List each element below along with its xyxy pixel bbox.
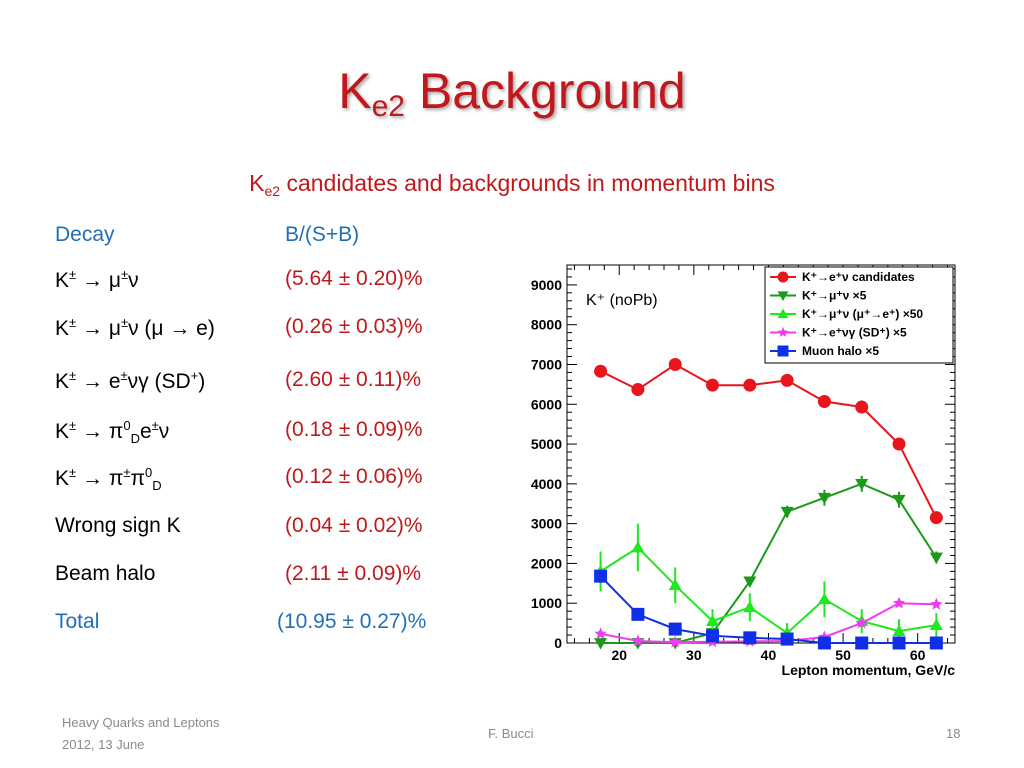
header-branching: B/(S+B) [285,223,360,246]
total-value: (10.95 ± 0.27)% [277,610,427,633]
legend-label: K⁺→e⁺νγ (SD⁺) ×5 [802,325,907,340]
decay-value: (0.04 ± 0.02)% [285,514,423,537]
y-tick-label: 1000 [530,595,562,612]
y-tick-label: 5000 [530,436,562,453]
decay-label-ke3: $K^\pm \to \pi^0_De^\pm\nu$ [55,418,170,447]
chart-annotation: K⁺ (noPb) [586,292,658,309]
legend-label: Muon halo ×5 [802,344,880,358]
decay-label: Wrong sign K [55,514,181,537]
momentum-bins-chart [510,255,960,685]
data-point [930,637,943,650]
data-point [743,379,756,392]
decay-label: Beam halo [55,562,156,585]
data-point [855,637,868,650]
decay-value: (0.12 ± 0.06)% [285,465,423,488]
data-point [930,511,943,524]
data-point [893,438,906,451]
data-point [669,358,682,371]
data-point [631,608,644,621]
data-point [669,623,682,636]
slide-title: $K_{e2}$ Background [338,63,686,123]
data-point [781,374,794,387]
x-tick-label: 30 [686,647,702,663]
data-point [893,637,906,650]
x-tick-label: 20 [611,647,628,663]
decay-value: (2.11 ± 0.09)% [285,562,422,585]
legend-label: K⁺→μ⁺ν ×5 [802,288,867,303]
x-tick-label: 60 [909,647,926,663]
data-point [781,633,794,646]
data-point [855,401,868,414]
decay-value: (5.64 ± 0.20)% [285,267,423,290]
footer-conference: Heavy Quarks and Leptons [62,715,220,730]
data-point [818,395,831,408]
legend-label: K⁺→μ⁺ν (μ⁺→e⁺) ×50 [802,307,924,321]
footer-date: 2012, 13 June [62,737,145,752]
data-point [631,383,644,396]
data-point [706,629,719,642]
data-point [778,346,789,357]
decay-label-k2pi: $K^\pm \to \pi^\pm\pi^0_D$ [55,465,162,494]
x-axis-label: Lepton momentum, GeV/c [781,662,955,678]
header-decay: Decay [55,223,115,246]
slide-subtitle: $K_{e2}$ candidates and backgrounds in momentum bins [249,170,775,199]
data-point [743,631,756,644]
legend-label: K⁺→e⁺ν candidates [802,270,915,284]
y-tick-label: 9000 [530,276,562,293]
decay-label-ke2g-sd: K± → e±νγ (SD+) [55,368,206,393]
y-tick-label: 7000 [530,356,562,373]
y-tick-label: 4000 [530,475,562,492]
y-tick-label: 0 [554,635,562,651]
page-number: 18 [946,726,961,741]
data-point [778,272,789,283]
decay-label-kmu2: K± → μ±ν [55,267,139,292]
decay-label-kmu2-mudecay: K± → μ±ν (μ → e) [55,315,215,340]
x-tick-label: 50 [835,647,851,663]
decay-value: (2.60 ± 0.11)% [285,368,422,391]
decay-value: (0.18 ± 0.09)% [285,418,423,441]
y-tick-label: 3000 [530,515,562,532]
data-point [818,637,831,650]
y-tick-label: 6000 [530,396,562,413]
y-tick-label: 2000 [530,555,562,572]
data-point [594,570,607,583]
total-label: Total [55,610,100,633]
data-point [594,365,607,378]
data-point [706,379,719,392]
decay-value: (0.26 ± 0.03)% [285,315,423,338]
x-tick-label: 40 [760,647,777,663]
y-tick-label: 8000 [530,316,562,333]
footer-author: F. Bucci [488,726,534,741]
